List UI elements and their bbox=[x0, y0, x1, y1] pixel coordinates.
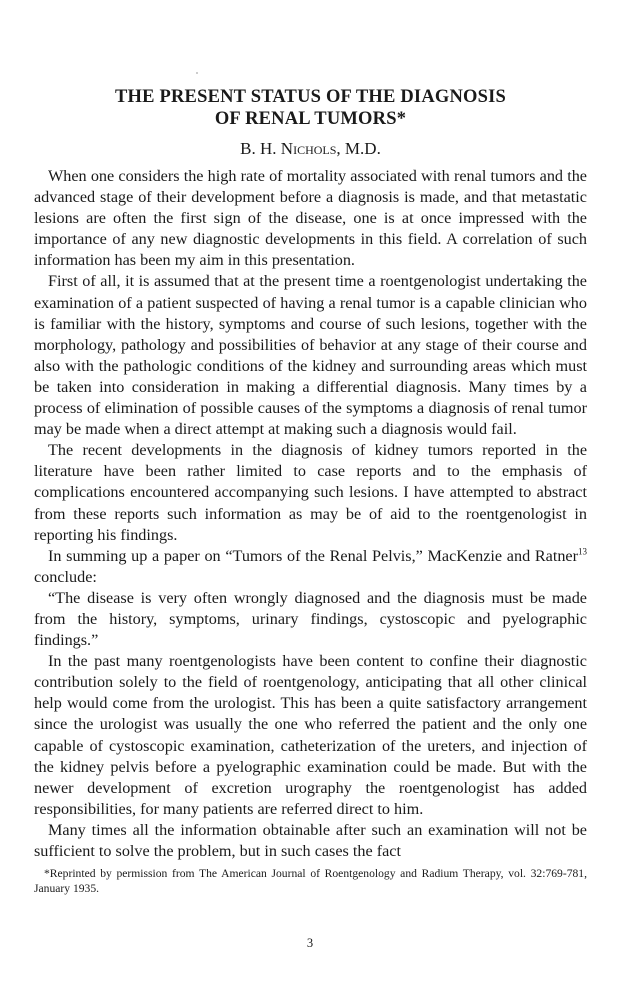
paragraph-6: In the past many roentgenologists have been content to confine their diagnostic contribution solely to the field of roentgenology, anticipating that all other clinical help would come from the urologist. This has been a quite satisfactory arrangement since the urologist was usually the one who referred the patient and the only one capable of cystoscopic examination, catheterization of the ureters, and injection of the kidney pelvis before a pyelographic examination could be made. But with the newer development of excretion urography the roentgenologist has added responsibilities, for many patients are referred direct to him. bbox=[34, 652, 587, 818]
paragraph-7: Many times all the information obtainable after such an examination will not be sufficient to solve the problem, but in such cases the fact bbox=[34, 820, 587, 860]
paragraph-3: The recent developments in the diagnosis of kidney tumors reported in the literature have been rather limited to case reports and to the emphasis of complications encountered accompanying such lesions. I have attempted to abstract from these reports such information as may be of aid to the roentgenologist in reporting his findings. bbox=[34, 441, 587, 544]
author-byline bbox=[34, 138, 587, 160]
footnote: *Reprinted by permission from The American Journal of Roentgenology and Radium Therapy, vol. 32:769-781, January 1935. bbox=[34, 867, 587, 896]
paragraph-4-text: In summing up a paper on “Tumors of the Renal Pelvis,” MacKenzie and Ratner bbox=[48, 546, 578, 565]
quotation-paragraph: “The disease is very often wrongly diagnosed and the diagnosis must be made from the history, symptoms, urinary findings, cystoscopic and pyelographic findings.” bbox=[34, 588, 587, 650]
title-line-2: OF RENAL TUMORS* bbox=[214, 109, 407, 129]
paragraph-1: When one considers the high rate of mortality associated with renal tumors and the advanced stage of their development before a diagnosis is made, and that metastatic lesions are often the first sign of the disease, one is at once impressed with the importance of any new diagnostic developments in this field. A correlation of such information has been my aim in this presentation. bbox=[34, 167, 587, 270]
paragraph-4-tail: conclude: bbox=[34, 567, 97, 586]
author-initials: B. H. bbox=[240, 139, 281, 158]
author-surname: Nichols bbox=[280, 139, 337, 158]
article-body bbox=[34, 166, 587, 862]
paragraph-4 bbox=[34, 546, 587, 588]
article-title bbox=[34, 86, 587, 130]
title-line-1: THE PRESENT STATUS OF THE DIAGNOSIS bbox=[115, 87, 506, 107]
reference-superscript: 13 bbox=[578, 546, 587, 557]
page-number: 3 bbox=[306, 936, 314, 950]
document-page bbox=[34, 86, 587, 896]
author-degree: , M.D. bbox=[336, 139, 381, 158]
paragraph-2: First of all, it is assumed that at the present time a roentgenologist undertaking the examination of a patient suspected of having a renal tumor is a capable clinician who is familiar with the history, symptoms and course of such lesions, together with the morphology, pathology and possibilities of behavior at any stage of their course and also with the pathologic conditions of the kidney and surrounding areas which must be taken into consideration in making a differential diagnosis. Many times by a process of elimination of possible causes of the symptoms a diagnosis of renal tumor may be made when a direct attempt at making such a diagnosis would fail. bbox=[34, 272, 587, 439]
scan-speck bbox=[196, 72, 198, 74]
